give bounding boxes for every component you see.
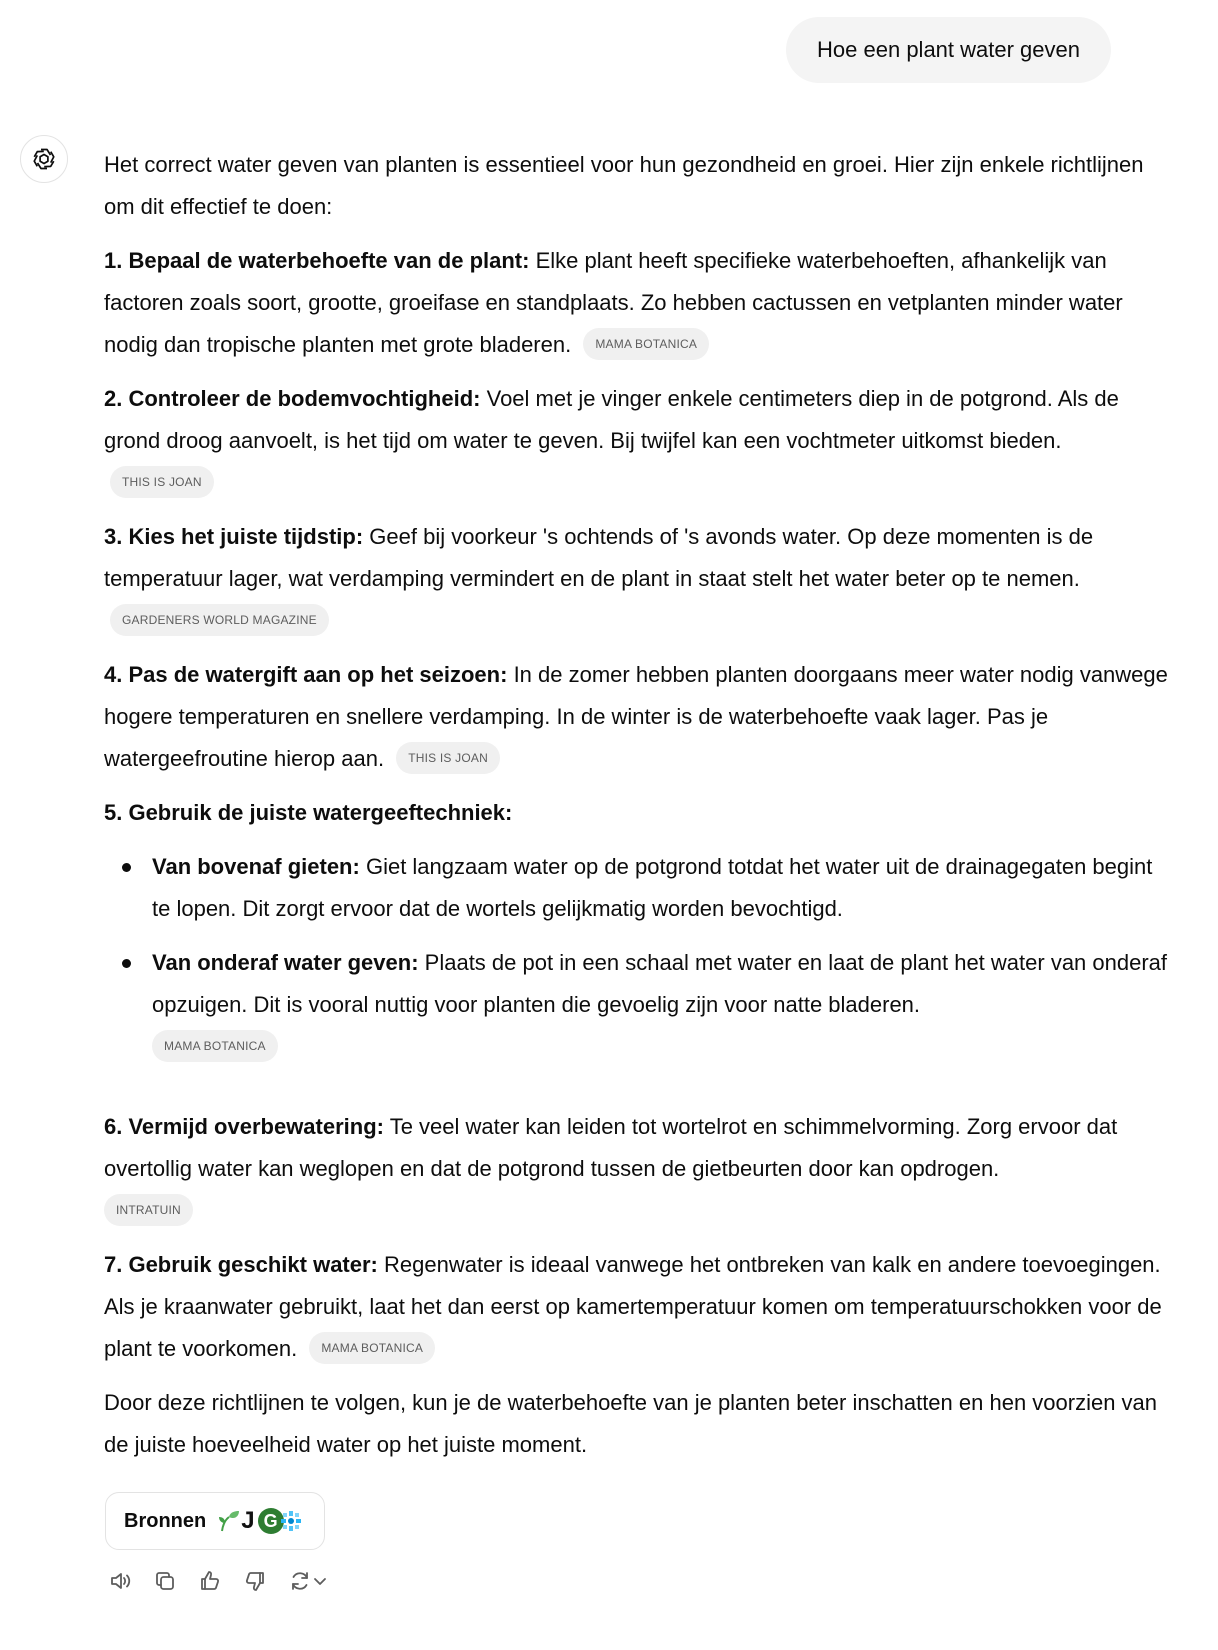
item-text: Elke plant heeft specifieke waterbehoeften, afhankelijk van factoren zoals soort, grootte, groeifase en standplaats. Zo hebben cactussen en vetplanten minder water nodig dan tropische planten met grote bladeren. xyxy=(104,248,1123,357)
thumbs-down-icon[interactable] xyxy=(239,1565,271,1597)
item-text: Geef bij voorkeur 's ochtends of 's avonds water. Op deze momenten is de temperatuur lager, wat verdamping vermindert en de plant in staat stelt het water beter op te nemen. xyxy=(104,524,1094,591)
list-item xyxy=(104,1106,1176,1232)
item-text: Voel met je vinger enkele centimeters diep in de potgrond. Als de grond droog aanvoelt, is het tijd om water te geven. Bij twijfel kan een vochtmeter uitkomst bieden. xyxy=(104,386,1119,453)
source-citation-pill[interactable]: MAMA BOTANICA xyxy=(309,1332,435,1364)
j-letter-icon: J xyxy=(241,1507,255,1534)
item-title: 2. Controleer de bodemvochtigheid: xyxy=(104,386,481,411)
message-actions xyxy=(104,1565,332,1597)
source-citation-pill[interactable]: THIS IS JOAN xyxy=(110,466,214,498)
item-title: 7. Gebruik geschikt water: xyxy=(104,1252,378,1277)
thumbs-up-icon[interactable] xyxy=(194,1565,226,1597)
source-citation-pill[interactable]: MAMA BOTANICA xyxy=(583,328,709,360)
regenerate-icon[interactable] xyxy=(284,1565,332,1597)
item-title: 6. Vermijd overbewatering: xyxy=(104,1114,384,1139)
leaf-icon xyxy=(218,1509,240,1533)
flower-icon xyxy=(280,1510,302,1532)
item-text: Te veel water kan leiden tot wortelrot en schimmelvorming. Zorg ervoor dat overtollig water kan weglopen en dat de potgrond tussen de gietbeurten door kan opdrogen. xyxy=(104,1114,1118,1181)
bullet-title: Van onderaf water geven: xyxy=(152,950,419,975)
list-item xyxy=(104,792,1176,834)
source-citation-pill[interactable]: GARDENERS WORLD MAGAZINE xyxy=(110,604,329,636)
read-aloud-icon[interactable] xyxy=(104,1565,136,1597)
item-title: 3. Kies het juiste tijdstip: xyxy=(104,524,364,549)
item-text: In de zomer hebben planten doorgaans meer water nodig vanwege hogere temperaturen en snellere verdamping. In de winter is de waterbehoefte vaak lager. Pas je watergeefroutine hierop aan. xyxy=(104,662,1168,771)
bullet-title: Van bovenaf gieten: xyxy=(152,854,360,879)
chevron-down-icon[interactable] xyxy=(312,1573,328,1589)
item-title: 4. Pas de watergift aan op het seizoen: xyxy=(104,662,508,687)
bullet-item xyxy=(152,846,1176,930)
user-message-text: Hoe een plant water geven xyxy=(817,37,1080,62)
item-title: 1. Bepaal de waterbehoefte van de plant: xyxy=(104,248,530,273)
list-item xyxy=(104,654,1176,780)
list-item xyxy=(104,378,1176,504)
g-letter: G xyxy=(263,1510,278,1531)
technique-bullet-list xyxy=(104,846,1176,1068)
assistant-response xyxy=(104,144,1176,1478)
user-message-bubble xyxy=(786,17,1111,83)
item-text: Regenwater is ideaal vanwege het ontbreken van kalk en andere toevoegingen. Als je kraanwater gebruikt, laat het dan eerst op kamertemperatuur komen om temperatuurschokken voor de plant te voorkomen. xyxy=(104,1252,1162,1361)
source-favicons xyxy=(218,1507,301,1535)
response-intro: Het correct water geven van planten is essentieel voor hun gezondheid en groei. Hier zijn enkele richtlijnen om dit effectief te doen: xyxy=(104,152,1144,219)
list-item xyxy=(104,1244,1176,1370)
source-citation-pill[interactable]: MAMA BOTANICA xyxy=(152,1030,278,1062)
bullet-text: Plaats de pot in een schaal met water en laat de plant het water van onderaf opzuigen. Dit is vooral nuttig voor planten die gevoelig zijn voor natte bladeren. xyxy=(152,950,1168,1017)
openai-logo-icon xyxy=(30,145,58,173)
bullet-text: Giet langzaam water op de potgrond totdat het water uit de drainagegaten begint te lopen. Dit zorgt ervoor dat de wortels gelijkmatig worden bevochtigd. xyxy=(152,854,1153,921)
sources-label: Bronnen xyxy=(124,1509,207,1532)
sources-button[interactable] xyxy=(105,1492,325,1550)
response-conclusion: Door deze richtlijnen te volgen, kun je de waterbehoefte van je planten beter inschatten en hen voorzien van de juiste hoeveelheid water op het juiste moment. xyxy=(104,1390,1158,1457)
item-title: 5. Gebruik de juiste watergeeftechniek: xyxy=(104,800,513,825)
source-citation-pill[interactable]: INTRATUIN xyxy=(104,1194,193,1226)
source-citation-pill[interactable]: THIS IS JOAN xyxy=(396,742,500,774)
bullet-item xyxy=(152,942,1176,1068)
list-item xyxy=(104,516,1176,642)
copy-icon[interactable] xyxy=(149,1565,181,1597)
list-item xyxy=(104,240,1176,366)
assistant-avatar xyxy=(20,135,68,183)
